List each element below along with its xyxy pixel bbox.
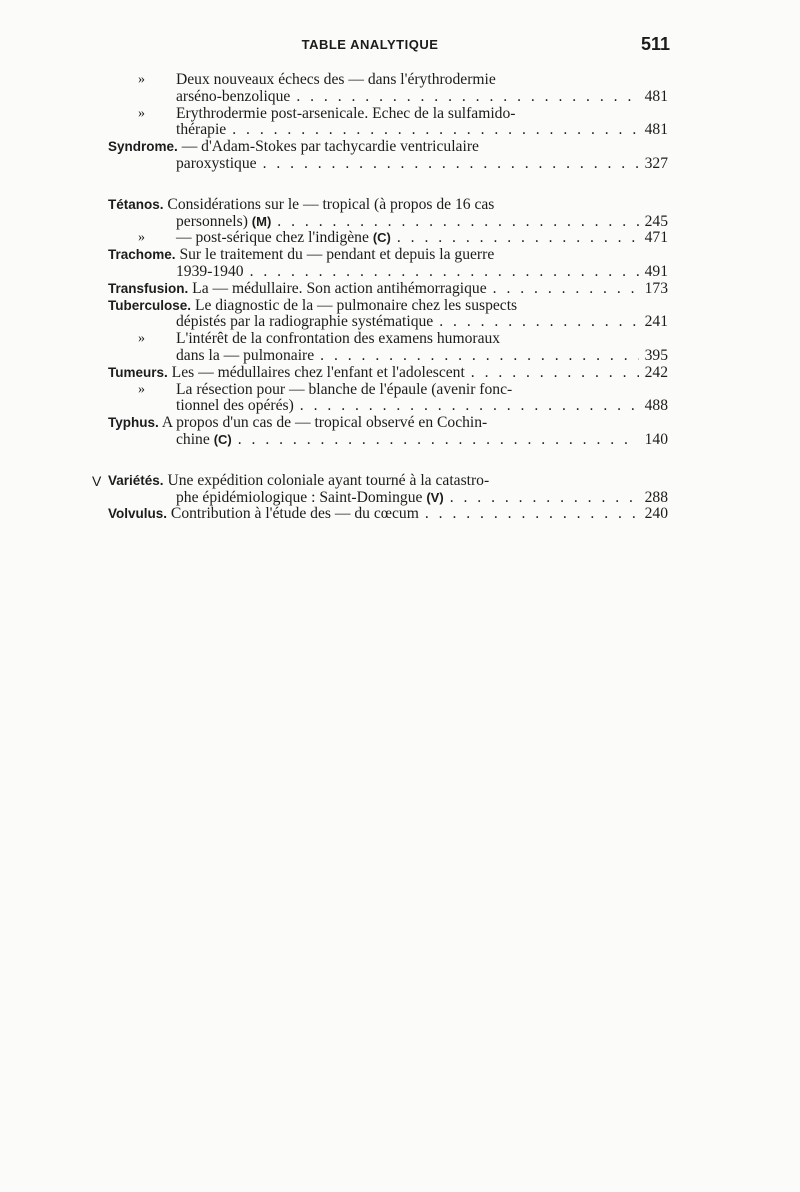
dot-leader <box>238 432 639 449</box>
entry-text: Les — médullaires chez l'enfant et l'adolescent <box>171 363 465 381</box>
index-keyword: Syndrome. <box>108 139 178 155</box>
page-reference: 245 <box>644 212 668 230</box>
index-keyword: Tuberculose. <box>108 297 192 313</box>
entry-line <box>108 298 668 315</box>
index-entry <box>108 382 668 416</box>
entry-text: dans la — pulmonaire <box>176 346 315 364</box>
dot-leader <box>320 348 638 365</box>
section-letter: V <box>92 472 102 489</box>
entry-line-with-page <box>108 365 668 382</box>
analytical-index <box>0 72 800 523</box>
dot-leader <box>296 89 638 106</box>
index-entry <box>108 72 668 106</box>
entry-text: dépistés par la radiographie systématique <box>176 313 434 331</box>
index-entry <box>92 471 668 507</box>
dot-leader <box>471 365 639 382</box>
dot-leader <box>493 281 639 298</box>
entry-line-with-page <box>108 398 668 415</box>
article-type-badge: (C) <box>372 230 391 246</box>
entry-text: Une expédition coloniale ayant tourné à la catastro- <box>167 471 490 489</box>
index-keyword: Variétés. <box>108 472 164 488</box>
ditto-mark: » <box>138 331 145 347</box>
page-reference: 327 <box>644 154 668 172</box>
entry-text: — d'Adam-Stokes par tachycardie ventriculaire <box>181 138 479 156</box>
index-entry <box>108 415 668 449</box>
ditto-mark: » <box>138 381 145 397</box>
article-type-badge: (V) <box>426 489 444 505</box>
page-number: 511 <box>641 34 671 54</box>
entry-text: Erythrodermie post-arsenicale. Echec de la sulfamido- <box>176 104 516 122</box>
entry-text: 1939-1940 <box>176 262 244 280</box>
entry-line <box>108 106 668 123</box>
ditto-mark: » <box>138 72 145 87</box>
index-entry <box>108 230 668 247</box>
page-reference: 140 <box>644 430 668 448</box>
entry-line <box>108 247 668 264</box>
page-header <box>0 34 800 59</box>
index-keyword: Typhus. <box>108 415 159 431</box>
entry-text: paroxystique <box>176 154 257 172</box>
index-entry <box>108 247 668 281</box>
entry-text: — post-sérique chez l'indigène <box>176 229 369 247</box>
dot-leader <box>397 230 639 247</box>
page-reference: 481 <box>644 121 668 139</box>
entry-text: tionnel des opérés) <box>176 397 294 415</box>
page-reference: 395 <box>644 346 668 364</box>
index-entry <box>108 331 668 365</box>
entry-line-with-page <box>108 506 668 523</box>
entry-text: chine <box>176 430 210 448</box>
running-title: TABLE ANALYTIQUE <box>301 37 439 52</box>
entry-line <box>108 331 668 348</box>
entry-line-with-page <box>108 432 668 449</box>
index-entry <box>108 298 668 332</box>
index-keyword: Tétanos. <box>108 196 164 212</box>
entry-text: La résection pour — blanche de l'épaule (avenir fonc- <box>176 380 513 398</box>
entry-line <box>108 139 668 156</box>
dot-leader <box>263 156 639 173</box>
dot-leader <box>300 398 639 415</box>
index-keyword: Trachome. <box>108 247 176 263</box>
dot-leader <box>425 506 639 523</box>
index-entry <box>108 106 668 140</box>
entry-line <box>108 415 668 432</box>
entry-text: Considérations sur le — tropical (à propos de 16 cas <box>167 195 495 213</box>
ditto-mark: » <box>138 230 145 246</box>
page-reference: 240 <box>644 505 668 523</box>
entry-line-with-page <box>108 348 668 365</box>
entry-line-with-page <box>108 122 668 139</box>
entry-text: Le diagnostic de la — pulmonaire chez les suspects <box>194 296 518 314</box>
entry-line-with-page <box>108 281 668 298</box>
entry-text: La — médullaire. Son action antihémorragique <box>192 279 487 297</box>
page-reference: 288 <box>644 488 668 506</box>
index-keyword: Transfusion. <box>108 280 189 296</box>
entry-text: personnels) <box>176 212 248 230</box>
article-type-badge: (M) <box>251 213 272 229</box>
entry-line-with-page <box>108 264 668 281</box>
entry-text: Deux nouveaux échecs des — dans l'érythrodermie <box>176 71 496 88</box>
index-keyword: Tumeurs. <box>108 364 168 380</box>
page-reference: 242 <box>644 363 668 381</box>
entry-line-with-page <box>108 156 668 173</box>
page-reference: 471 <box>644 229 668 247</box>
entry-line-with-page <box>108 490 668 507</box>
entry-line <box>108 72 668 89</box>
entry-line <box>108 197 668 214</box>
index-entry <box>108 281 668 298</box>
dot-leader <box>450 490 639 507</box>
page-reference: 488 <box>644 397 668 415</box>
entry-text: A propos d'un cas de — tropical observé en Cochin- <box>161 414 488 432</box>
dot-leader <box>277 214 638 231</box>
entry-line <box>108 382 668 399</box>
dot-leader <box>250 264 639 281</box>
dot-leader <box>439 314 638 331</box>
entry-line <box>108 473 668 490</box>
entry-text: Sur le traitement du — pendant et depuis la guerre <box>179 246 495 264</box>
entry-line-with-page <box>108 89 668 106</box>
entry-line-with-page <box>108 214 668 231</box>
index-entry <box>108 139 668 173</box>
page-reference: 491 <box>644 262 668 280</box>
index-entry <box>108 365 668 382</box>
dot-leader <box>232 122 638 139</box>
entry-text: thérapie <box>176 121 227 139</box>
ditto-mark: » <box>138 105 145 121</box>
page-reference: 481 <box>644 87 668 105</box>
index-keyword: Volvulus. <box>108 506 168 522</box>
entry-text: arséno-benzolique <box>176 87 291 105</box>
index-entry <box>108 506 668 523</box>
entry-text: L'intérêt de la confrontation des examens humoraux <box>176 330 501 348</box>
index-entry <box>108 197 668 231</box>
entry-text: Contribution à l'étude des — du cœcum <box>170 505 419 523</box>
page-reference: 241 <box>644 313 668 331</box>
entry-line-with-page <box>108 314 668 331</box>
article-type-badge: (C) <box>213 431 232 447</box>
page-reference: 173 <box>644 279 668 297</box>
entry-text: phe épidémiologique : Saint-Domingue <box>176 488 423 506</box>
entry-line-with-page <box>108 230 668 247</box>
